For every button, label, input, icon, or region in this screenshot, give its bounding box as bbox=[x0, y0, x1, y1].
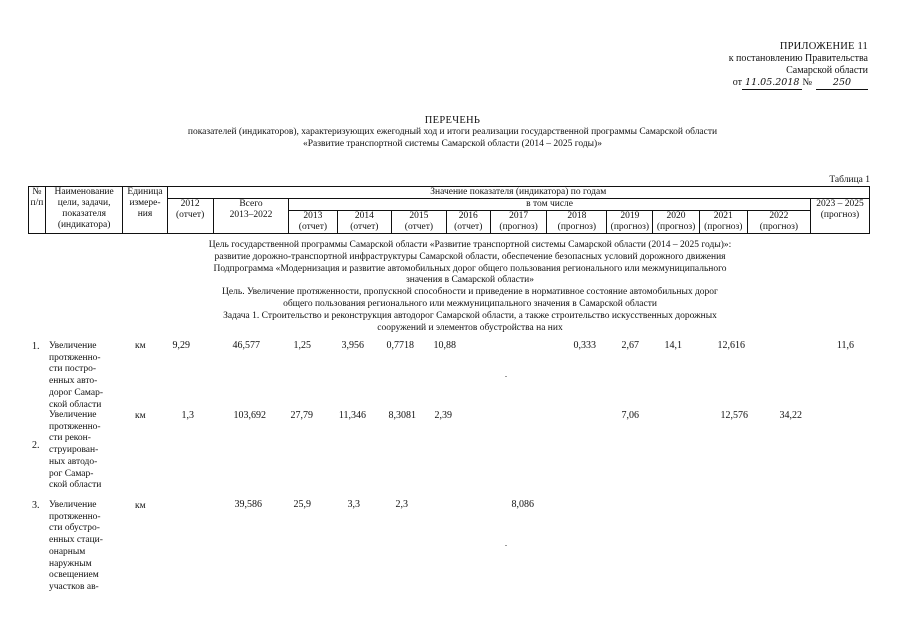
row-3-2014: 3,3 bbox=[347, 499, 360, 510]
header-incl: в том числе bbox=[289, 199, 811, 211]
indicator-table-header bbox=[28, 186, 870, 234]
appendix-line1: к постановлению Правительства bbox=[728, 53, 868, 64]
header-2023-2025: 2023 – 2025 (прогноз) bbox=[810, 199, 869, 234]
header-year: 2017 (прогноз) bbox=[490, 211, 547, 234]
document-title: ПЕРЕЧЕНЬ bbox=[424, 115, 481, 126]
goal-line: развитие дорожно-транспортной инфраструктуры Самарской области, обеспечение безопасных условий дорожного движения bbox=[214, 251, 726, 262]
row-1-name: Увеличение протяженно- сти постро- енных авто- дорог Самар- ской области bbox=[49, 341, 103, 410]
subtitle-line1: показателей (индикаторов), характеризующих ежегодный ход и итоги реализации государственной программы Самарской области bbox=[187, 127, 718, 137]
header-year: 2021 (прогноз) bbox=[699, 211, 747, 234]
appendix-block bbox=[729, 41, 868, 90]
header-year: 2013 (отчет) bbox=[289, 211, 337, 234]
row-1-num: 1. bbox=[32, 341, 40, 352]
number-prefix: № bbox=[802, 77, 812, 88]
row-1-unit: км bbox=[135, 341, 146, 351]
row-3-name: Увеличение протяженно- сти обустро- енных стаци- онарным наружным освещением участков ав- bbox=[49, 500, 103, 592]
header-unit: Единица измере-ния bbox=[123, 187, 167, 234]
header-name: Наименование цели, задачи, показателя (индикатора) bbox=[45, 187, 123, 234]
row-2-total: 103,692 bbox=[233, 410, 266, 421]
row-2-2014: 11,346 bbox=[338, 410, 366, 421]
header-year: 2020 (прогноз) bbox=[653, 211, 699, 234]
row-1-2015: 0,7718 bbox=[386, 340, 414, 351]
appendix-date-line bbox=[729, 77, 868, 90]
goal-line: Цель государственной программы Самарской области «Развитие транспортной системы Самарской области (2014 – 2025 годы)»: bbox=[208, 240, 732, 250]
header-2012: 2012 (отчет) bbox=[167, 199, 213, 234]
sub-goal-line: общего пользования регионального или межмуниципального значения в Самарской области bbox=[283, 298, 657, 309]
row-3-num: 3. bbox=[32, 500, 40, 511]
header-year: 2016 (отчет) bbox=[446, 211, 490, 234]
subtitle-line2: «Развитие транспортной системы Самарской области (2014 – 2025 годы)» bbox=[303, 139, 602, 149]
header-total: Всего 2013–2022 bbox=[213, 199, 289, 234]
row-1-2019: 2,67 bbox=[621, 340, 639, 351]
row-1-2014: 3,956 bbox=[341, 340, 364, 351]
row-3-2015: 2,3 bbox=[395, 499, 408, 510]
row-2-2012: 1,3 bbox=[181, 410, 194, 421]
row-2-2013: 27,79 bbox=[290, 410, 313, 421]
row-1-total: 46,577 bbox=[232, 340, 260, 351]
header-group: Значение показателя (индикатора) по годам bbox=[167, 187, 869, 199]
date-handwritten: 11.05.2018 bbox=[742, 77, 802, 90]
scan-speck bbox=[505, 545, 507, 546]
date-prefix: от bbox=[732, 77, 743, 88]
row-3-2016: 8,086 bbox=[511, 499, 534, 510]
goal-section bbox=[110, 240, 830, 334]
row-2-2016: 2,39 bbox=[434, 410, 452, 421]
scan-speck bbox=[505, 376, 507, 377]
row-1-2018: 0,333 bbox=[573, 340, 596, 351]
row-1-2012: 9,29 bbox=[172, 340, 190, 351]
appendix-title: ПРИЛОЖЕНИЕ 11 bbox=[779, 41, 868, 52]
table-label: Таблица 1 bbox=[829, 175, 870, 185]
row-2-2019: 7,06 bbox=[621, 410, 639, 421]
row-2-2015: 8,3081 bbox=[388, 410, 416, 421]
row-1-2023-2025: 11,6 bbox=[836, 340, 854, 351]
row-1-2021: 12,616 bbox=[717, 340, 745, 351]
subprogram-line: Подпрограмма «Модернизация и развитие автомобильных дорог общего пользования регионального или межмуниципального bbox=[213, 263, 727, 274]
row-3-2013: 25,9 bbox=[293, 499, 311, 510]
row-2-num: 2. bbox=[32, 440, 40, 451]
row-2-2021: 12,576 bbox=[720, 410, 748, 421]
sub-goal-line: Цель. Увеличение протяженности, пропускной способности и приведение в нормативное состояние автомобильных дорог bbox=[222, 287, 718, 298]
header-year: 2015 (отчет) bbox=[392, 211, 447, 234]
task-line: сооружений и элементов обустройства на них bbox=[377, 322, 563, 333]
row-2-name: Увеличение протяженно- сти рекон- струирован- ных автодо- рог Самар- ской области bbox=[49, 410, 102, 491]
row-1-2016: 10,88 bbox=[433, 340, 456, 351]
number-handwritten: 250 bbox=[816, 77, 868, 90]
header-year: 2018 (прогноз) bbox=[547, 211, 607, 234]
row-2-2022: 34,22 bbox=[779, 410, 802, 421]
row-2-unit: км bbox=[135, 411, 146, 421]
header-num: № п/п bbox=[29, 187, 46, 234]
header-year: 2014 (отчет) bbox=[337, 211, 392, 234]
row-1-2013: 1,25 bbox=[293, 340, 311, 351]
document-subtitle bbox=[0, 126, 905, 150]
header-year: 2019 (прогноз) bbox=[607, 211, 653, 234]
appendix-line2: Самарской области bbox=[786, 65, 868, 76]
row-1-2020: 14,1 bbox=[664, 340, 682, 351]
header-year: 2022 (прогноз) bbox=[747, 211, 810, 234]
subprogram-line: значения в Самарской области» bbox=[406, 275, 534, 286]
task-line: Задача 1. Строительство и реконструкция автодорог Самарской области, а также строительство искусственных дорожных bbox=[223, 310, 717, 321]
row-3-total: 39,586 bbox=[234, 499, 262, 510]
row-3-unit: км bbox=[135, 501, 146, 511]
